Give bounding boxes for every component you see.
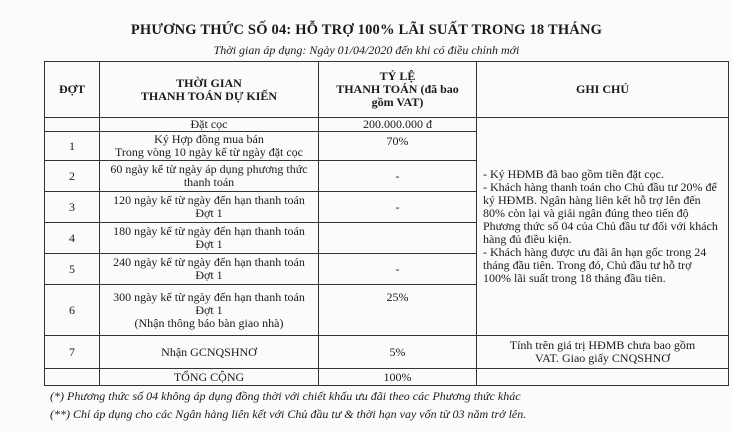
total-empty-cell (45, 369, 100, 386)
row-time (100, 132, 319, 161)
row-time-line1: 120 ngày kể từ ngày đến hạn thanh toán (113, 193, 305, 207)
row-time: Nhận GCNQSHNƠ (100, 336, 319, 369)
header-time (100, 62, 319, 118)
row-no: 2 (45, 161, 100, 192)
table-row (45, 336, 729, 369)
deposit-empty-cell (45, 118, 100, 132)
note-3: - Khách hàng được ưu đãi ân hạn gốc trong 24 tháng đầu tiên. Trong đó, Chủ đầu tư hỗ trợ 100% lãi suất trong 18 tháng đầu tiên. (483, 245, 707, 285)
row-time-line1: 240 ngày kể từ ngày đến hạn thanh toán (113, 255, 305, 269)
table-header-row (45, 62, 729, 118)
row-time-line1: 300 ngày kể từ ngày đến hạn thanh toán (113, 289, 305, 304)
row7-note-line2: VAT. Giao giấy CNQSHNƠ (535, 351, 670, 365)
row-time-line1: Ký Hợp đồng mua bán (154, 132, 264, 146)
header-time-line1: THỜI GIAN (176, 75, 242, 90)
header-time-line2: THANH TOÁN DỰ KIẾN (140, 88, 278, 103)
row-time (100, 285, 319, 336)
row-no: 7 (45, 336, 100, 369)
row-time (100, 254, 319, 285)
row-time (100, 161, 319, 192)
note-2: - Khách hàng thanh toán cho Chủ đầu tư 20% để ký HĐMB. Ngân hàng liên kết hỗ trợ lên đến 80% còn lại và giải ngân đúng theo tiến độ Phương thức số 04 của Chủ đầu tư đối với khách hàng đủ điều kiện. (483, 180, 718, 246)
row-time-line2: Đợt 1 (195, 206, 223, 220)
row-rate: 70% (319, 132, 477, 161)
deposit-label: Đặt cọc (100, 118, 319, 132)
page-title: PHƯƠNG THỨC SỐ 04: HỖ TRỢ 100% LÃI SUẤT TRONG 18 THÁNG (130, 22, 603, 38)
row-time-line2: Đợt 1 (195, 302, 223, 317)
row-rate: - (319, 192, 477, 223)
row-rate: 5% (319, 336, 477, 369)
deposit-value: 200.000.000 đ (319, 118, 477, 132)
row-rate: - (319, 254, 477, 285)
header-rate-line2: THANH TOÁN (đã bao (336, 82, 459, 96)
total-note-empty (477, 369, 729, 386)
page-subtitle: Thời gian áp dụng: Ngày 01/04/2020 đến khi có điều chỉnh mới (213, 43, 520, 57)
deposit-row (45, 118, 729, 132)
row-time-line2: Đợt 1 (195, 237, 223, 251)
header-dot: ĐỢT (45, 62, 100, 118)
row-rate (319, 223, 477, 254)
row-time-line1: 180 ngày kể từ ngày đến hạn thanh toán (113, 224, 305, 238)
total-row (45, 369, 729, 386)
header-note: GHI CHÚ (477, 62, 729, 118)
row-time-line1: 60 ngày kể từ ngày áp dụng phương thức (110, 162, 308, 176)
row-time-line3: (Nhận thông báo bàn giao nhà) (134, 315, 284, 330)
notes-cell (477, 118, 729, 336)
row-no: 3 (45, 192, 100, 223)
header-rate-line1: TỶ LỆ (379, 69, 416, 83)
row7-note (477, 336, 729, 369)
row-rate: - (319, 161, 477, 192)
row-no: 5 (45, 254, 100, 285)
row-no: 1 (45, 132, 100, 161)
payment-schedule-table (44, 61, 729, 386)
row-time-line2: Trong vòng 10 ngày kể từ ngày đặt cọc (114, 145, 304, 159)
row-time-line2: thanh toán (183, 175, 235, 189)
total-label: TỔNG CỘNG (100, 369, 319, 386)
row7-note-line1: Tính trên giá trị HĐMB chưa bao gồm (509, 338, 696, 352)
row-rate: 25% (319, 285, 477, 336)
row-time-line2: Đợt 1 (195, 268, 223, 282)
total-value: 100% (319, 369, 477, 386)
row-no: 6 (45, 285, 100, 336)
row-time (100, 223, 319, 254)
row-time (100, 192, 319, 223)
footnote-1: (*) Phương thức số 04 không áp dụng đồng thời với chiết khấu ưu đãi theo các Phương thức khác (50, 389, 521, 403)
header-rate-line3: gồm VAT) (371, 95, 424, 109)
row-no: 4 (45, 223, 100, 254)
footnote-2: (**) Chỉ áp dụng cho các Ngân hàng liên kết với Chủ đầu tư & thời hạn vay vốn từ 03 năm trở lên. (50, 407, 527, 421)
note-1: - Ký HĐMB đã bao gồm tiền đặt cọc. (483, 167, 664, 181)
header-rate (319, 62, 477, 118)
